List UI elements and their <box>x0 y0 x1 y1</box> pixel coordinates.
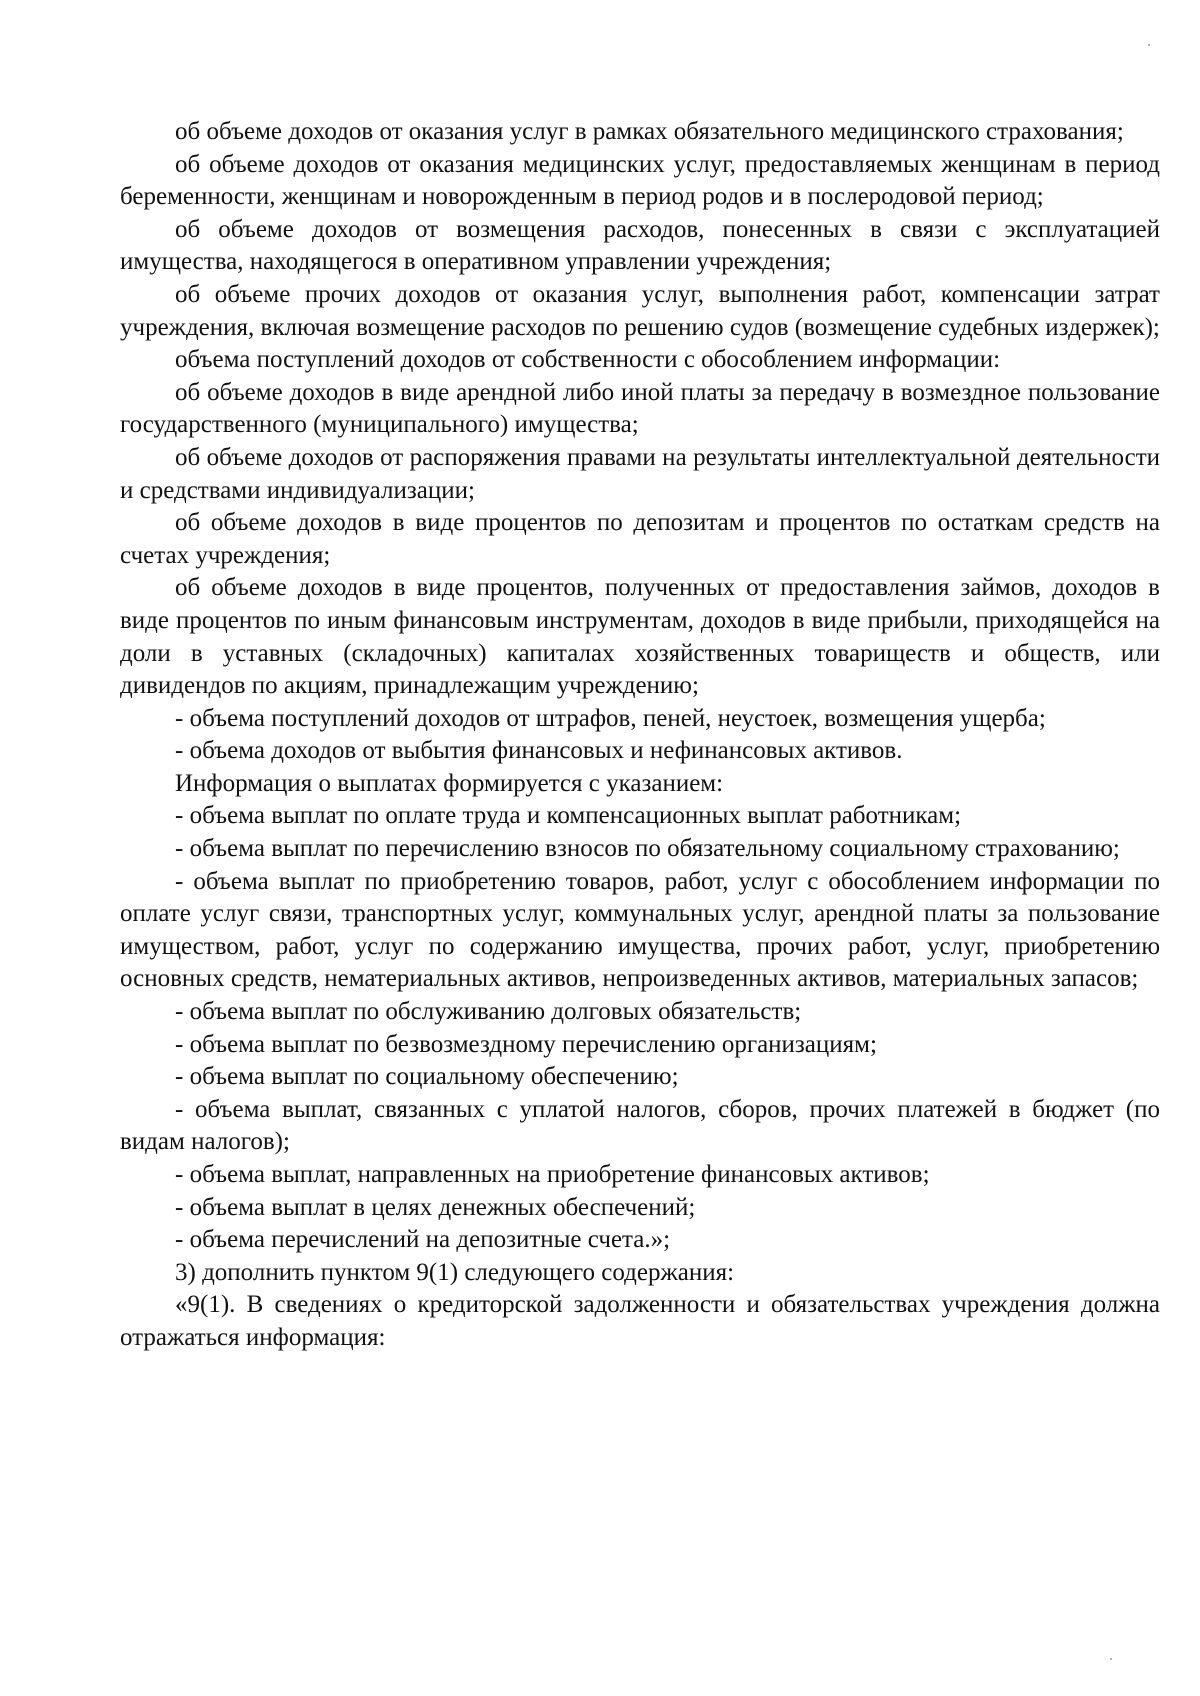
paragraph: об объеме доходов от возмещения расходов, понесенных в связи с эксплуатацией имущества, находящегося в оперативном управлении учреждения; <box>120 215 1160 276</box>
paragraph: объема поступлений доходов от собственности с обособлением информации: <box>175 346 1001 374</box>
paragraph: об объеме доходов от оказания медицинских услуг, предоставляемых женщинам в период беременности, женщинам и новорожденным в период родов и в послеродовой период; <box>120 150 1160 211</box>
document-body <box>120 116 1160 1355</box>
paragraph: 3) дополнить пунктом 9(1) следующего содержания: <box>175 1258 735 1286</box>
paragraph: об объеме прочих доходов от оказания услуг, выполнения работ, компенсации затрат учреждения, включая возмещение расходов по решению судов (возмещение судебных издержек); <box>120 280 1160 341</box>
paragraph: - объема выплат, направленных на приобретение финансовых активов; <box>175 1161 930 1188</box>
scan-speck <box>1110 1658 1112 1660</box>
paragraph: об объеме доходов от распоряжения правами на результаты интеллектуальной деятельности и средствами индивидуализации; <box>120 443 1160 504</box>
scan-speck <box>1148 44 1150 46</box>
paragraph: - объема выплат по оплате труда и компенсационных выплат работникам; <box>175 802 962 830</box>
paragraph: - объема выплат по приобретению товаров, работ, услуг с обособлением информации по оплате услуг связи, транспортных услуг, коммунальных услуг, арендной платы за пользование имуществом, работ, услуг по содержанию имущества, прочих работ, услуг, приобретению основных средств, нематериальных активов, непроизведенных активов, материальных запасов; <box>120 867 1160 993</box>
paragraph: об объеме доходов от оказания услуг в рамках обязательного медицинского страхования; <box>175 118 1124 145</box>
paragraph: - объема выплат по обслуживанию долговых обязательств; <box>175 998 802 1026</box>
paragraph: - объема выплат по безвозмездному перечислению организациям; <box>175 1030 877 1058</box>
paragraph: - объема доходов от выбытия финансовых и нефинансовых активов. <box>175 737 903 765</box>
paragraph: - объема поступлений доходов от штрафов, пеней, неустоек, возмещения ущерба; <box>175 704 1046 732</box>
paragraph: об объеме доходов в виде процентов по депозитам и процентов по остаткам средств на счетах учреждения; <box>120 509 1160 569</box>
paragraph: - объема перечислений на депозитные счета.»; <box>175 1226 671 1254</box>
paragraph: - объема выплат, связанных с уплатой налогов, сборов, прочих платежей в бюджет (по видам налогов); <box>120 1095 1160 1156</box>
paragraph: об объеме доходов в виде арендной либо иной платы за передачу в возмездное пользование государственного (муниципального) имущества; <box>120 378 1160 439</box>
paragraph: об объеме доходов в виде процентов, полученных от предоставления займов, доходов в виде процентов по иным финансовым инструментам, доходов в виде прибыли, приходящейся на доли в уставных (складочных) капиталах хозяйственных товариществ и обществ, или дивидендов по акциям, принадлежащим учреждению; <box>120 574 1160 700</box>
paragraph: Информация о выплатах формируется с указанием: <box>175 769 724 797</box>
paragraph: - объема выплат в целях денежных обеспечений; <box>175 1193 696 1221</box>
paragraph: - объема выплат по социальному обеспечению; <box>175 1063 679 1091</box>
paragraph: «9(1). В сведениях о кредиторской задолженности и обязательствах учреждения должна отражаться информация: <box>120 1291 1160 1351</box>
paragraph: - объема выплат по перечислению взносов по обязательному социальному страхованию; <box>175 835 1120 863</box>
